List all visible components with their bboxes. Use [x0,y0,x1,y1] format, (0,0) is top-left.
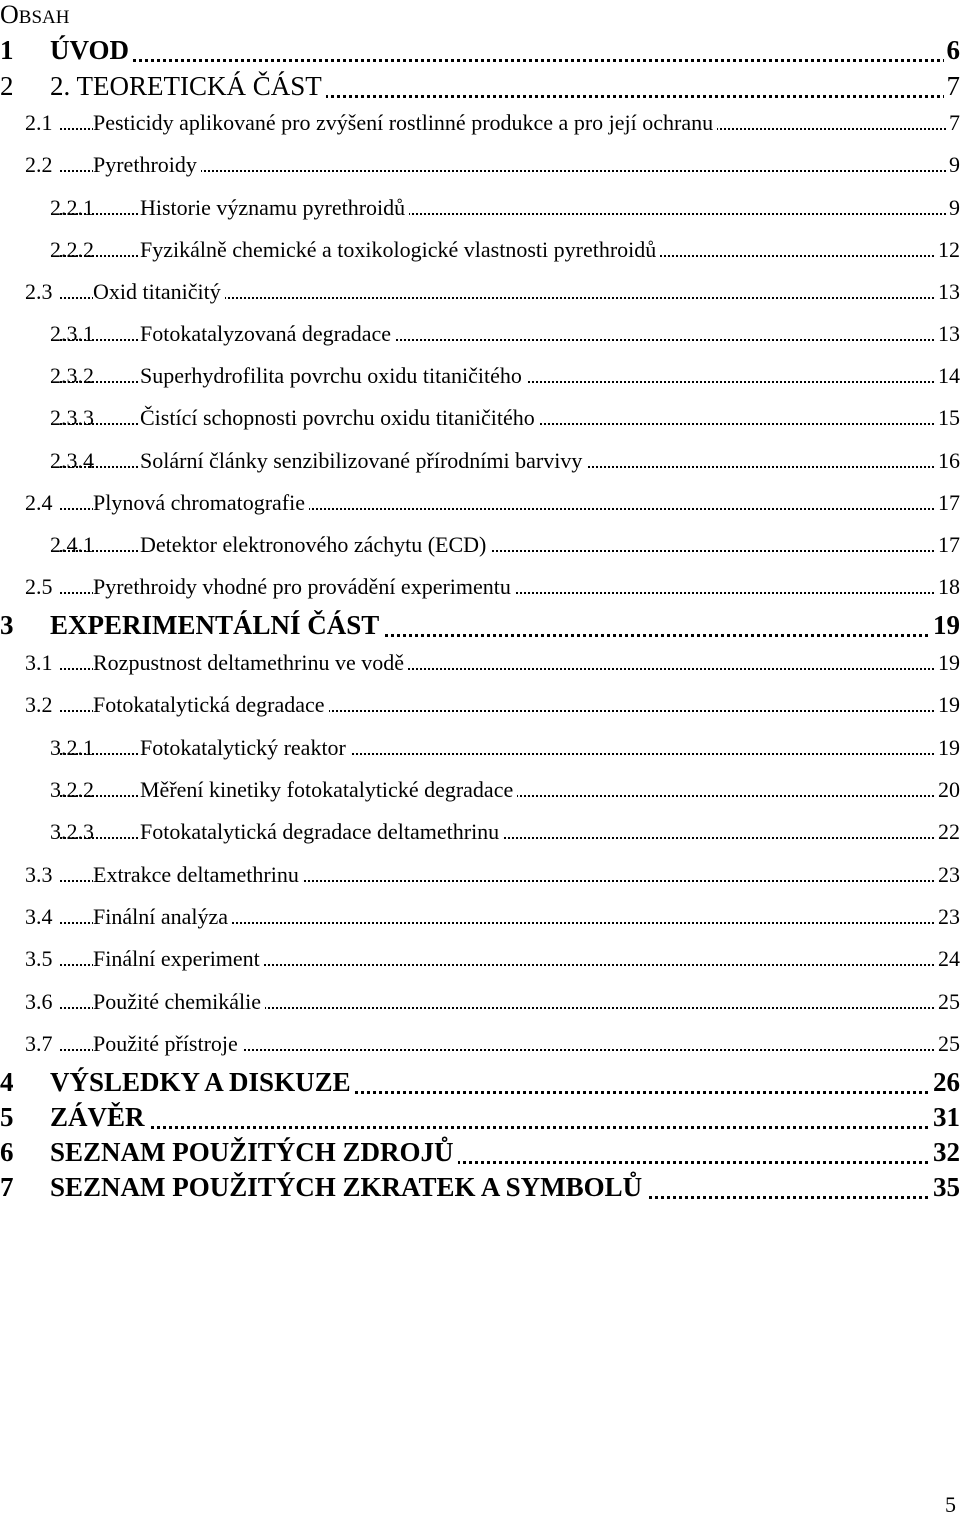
toc-heading [0,0,69,33]
toc-entry-page: 35 [930,1172,960,1203]
toc-entry-title[interactable]: Fotokatalytický reaktor [140,735,350,760]
toc-entry-number: 3.4 [25,903,53,929]
toc-entry-number: 2.2 [25,151,53,177]
toc-entry-page: 32 [930,1137,960,1168]
toc-entry-title[interactable]: Použité přístroje [93,1031,242,1056]
toc-entry-title[interactable]: SEZNAM POUŽITÝCH ZDROJŮ [50,1137,458,1168]
toc-entry-title[interactable]: Pyrethroidy [93,152,201,177]
page-number: 5 [945,1492,956,1517]
toc-entry[interactable] [0,1136,960,1173]
toc-entry-number: 2.4 [25,489,53,515]
toc-entry[interactable] [0,189,960,225]
toc-entry-page: 25 [935,1031,960,1056]
toc-entry-title[interactable]: Extrakce deltamethrinu [93,862,303,887]
toc-heading-initial: O [0,0,19,29]
toc-entry-title[interactable]: VÝSLEDKY A DISKUZE [50,1067,355,1098]
toc-dot-leader [60,1126,946,1129]
toc-entry-page: 19 [935,692,960,717]
toc-entry[interactable] [0,104,960,140]
toc-entry-title[interactable]: Finální experiment [93,946,264,971]
toc-entry-page: 16 [935,448,960,473]
toc-entry-title[interactable]: Detektor elektronového záchytu (ECD) [140,532,490,557]
toc-entry-page: 24 [935,946,960,971]
toc-entry-number: 2.5 [25,573,53,599]
toc-entry-number: 2.3.3 [50,404,94,430]
toc-entry[interactable] [0,357,960,393]
toc-entry-page: 26 [930,1067,960,1098]
toc-entry-title[interactable]: Superhydrofilita povrchu oxidu titaničitého [140,363,526,388]
toc-entry-number: 3.5 [25,945,53,971]
toc-entry-number: 3.7 [25,1030,53,1056]
toc-entry[interactable] [0,771,960,807]
toc-entry[interactable] [0,231,960,267]
toc-entry[interactable] [0,729,960,765]
toc-entry-number: 2.2.1 [50,194,94,220]
toc-entry-title[interactable]: Fotokatalytická degradace deltamethrinu [140,819,503,844]
toc-entry-number: 3.2 [25,691,53,717]
toc-entry-number: 1 [0,34,14,65]
toc-entry-number: 2.3.4 [50,447,94,473]
toc-entry-number: 3.3 [25,861,53,887]
toc-entry[interactable] [0,898,960,934]
toc-entry-number: 2.3.2 [50,362,94,388]
toc-entry-number: 2 [0,70,14,101]
toc-entry[interactable] [0,1171,960,1208]
toc-entry-number: 4 [0,1066,14,1097]
toc-entry-title[interactable]: Finální analýza [93,904,232,929]
toc-entry[interactable] [0,70,960,107]
toc-entry-title[interactable]: Pesticidy aplikované pro zvýšení rostlinné produkce a pro její ochranu [93,110,717,135]
toc-entry-number: 6 [0,1136,14,1167]
toc-entry[interactable] [0,1025,960,1061]
toc-entry-number: 2.4.1 [50,531,94,557]
toc-entry-number: 3.1 [25,649,53,675]
toc-heading-rest: BSAH [18,7,70,28]
toc-entry-title[interactable]: Použité chemikálie [93,989,265,1014]
toc-entry-page: 13 [935,279,960,304]
toc-entry[interactable] [0,315,960,351]
toc-entry-page: 6 [944,35,960,66]
toc-entry-page: 22 [935,819,960,844]
toc-entry[interactable] [0,940,960,976]
toc-entry[interactable] [0,273,960,309]
toc-entry-title[interactable]: ÚVOD [50,35,133,66]
toc-entry-page: 25 [935,989,960,1014]
toc-entry-page: 31 [930,1102,960,1133]
toc-entry-page: 19 [930,610,960,641]
toc-entry-page: 13 [935,321,960,346]
toc-entry-title[interactable]: Fotokatalyzovaná degradace [140,321,395,346]
toc-entry-number: 3.2.1 [50,734,94,760]
toc-entry-number: 3 [0,609,14,640]
toc-entry-number: 5 [0,1101,14,1132]
toc-entry-number: 3.6 [25,988,53,1014]
toc-entry-number: 2.2.2 [50,236,94,262]
toc-entry-number: 2.3 [25,278,53,304]
toc-dot-leader [60,59,946,62]
toc-entry-page: 7 [944,71,960,102]
toc-entry-number: 3.2.2 [50,776,94,802]
toc-entry[interactable] [0,399,960,435]
toc-entry[interactable] [0,484,960,520]
toc-entry-number: 2.1 [25,109,53,135]
toc-entry[interactable] [0,813,960,849]
toc-entry[interactable] [0,34,960,71]
toc-entry[interactable] [0,1066,960,1103]
toc-entry-title[interactable]: Čistící schopnosti povrchu oxidu titaničitého [140,405,539,430]
toc-entry-title[interactable]: Oxid titaničitý [93,279,225,304]
toc-entry[interactable] [0,644,960,680]
toc-entry-page: 23 [935,862,960,887]
toc-entry-title[interactable]: Rozpustnost deltamethrinu ve vodě [93,650,408,675]
toc-entry-page: 19 [935,735,960,760]
toc-entry-page: 23 [935,904,960,929]
toc-entry-page: 20 [935,777,960,802]
toc-entry-title[interactable]: ZÁVĚR [50,1102,149,1133]
toc-entry-page: 19 [935,650,960,675]
toc-entry[interactable] [0,609,960,646]
toc-entry-title[interactable]: 2. TEORETICKÁ ČÁST [50,71,326,102]
toc-entry-title[interactable]: Fyzikálně chemické a toxikologické vlastnosti pyrethroidů [140,237,660,262]
toc-entry-page: 9 [946,195,960,220]
toc-entry-title[interactable]: Plynová chromatografie [93,490,309,515]
toc-entry-page: 17 [935,490,960,515]
toc-entry-number: 7 [0,1171,14,1202]
toc-entry-title[interactable]: Solární články senzibilizované přírodními barvivy [140,448,586,473]
toc-entry[interactable] [0,442,960,478]
toc-entry-page: 14 [935,363,960,388]
toc-entry-title[interactable]: SEZNAM POUŽITÝCH ZKRATEK A SYMBOLŮ [50,1172,646,1203]
toc-entry-title[interactable]: EXPERIMENTÁLNÍ ČÁST [50,610,383,641]
toc-entry-title[interactable]: Fotokatalytická degradace [93,692,329,717]
toc-entry-number: 2.3.1 [50,320,94,346]
toc-entry-page: 9 [946,152,960,177]
toc-entry-page: 12 [935,237,960,262]
toc-entry-page: 7 [946,110,960,135]
toc-entry-title[interactable]: Pyrethroidy vhodné pro provádění experimentu [93,574,515,599]
toc-entry-title[interactable]: Historie významu pyrethroidů [140,195,409,220]
toc-entry-page: 15 [935,405,960,430]
toc-entry[interactable] [0,568,960,604]
toc-entry[interactable] [0,856,960,892]
toc-entry-number: 3.2.3 [50,818,94,844]
toc-entry[interactable] [0,983,960,1019]
toc-entry[interactable] [0,1101,960,1138]
toc-entry-page: 17 [935,532,960,557]
toc-entry[interactable] [0,526,960,562]
toc-entry[interactable] [0,146,960,182]
toc-entry[interactable] [0,686,960,722]
toc-entry-title[interactable]: Měření kinetiky fotokatalytické degradace [140,777,517,802]
toc-entry-page: 18 [935,574,960,599]
